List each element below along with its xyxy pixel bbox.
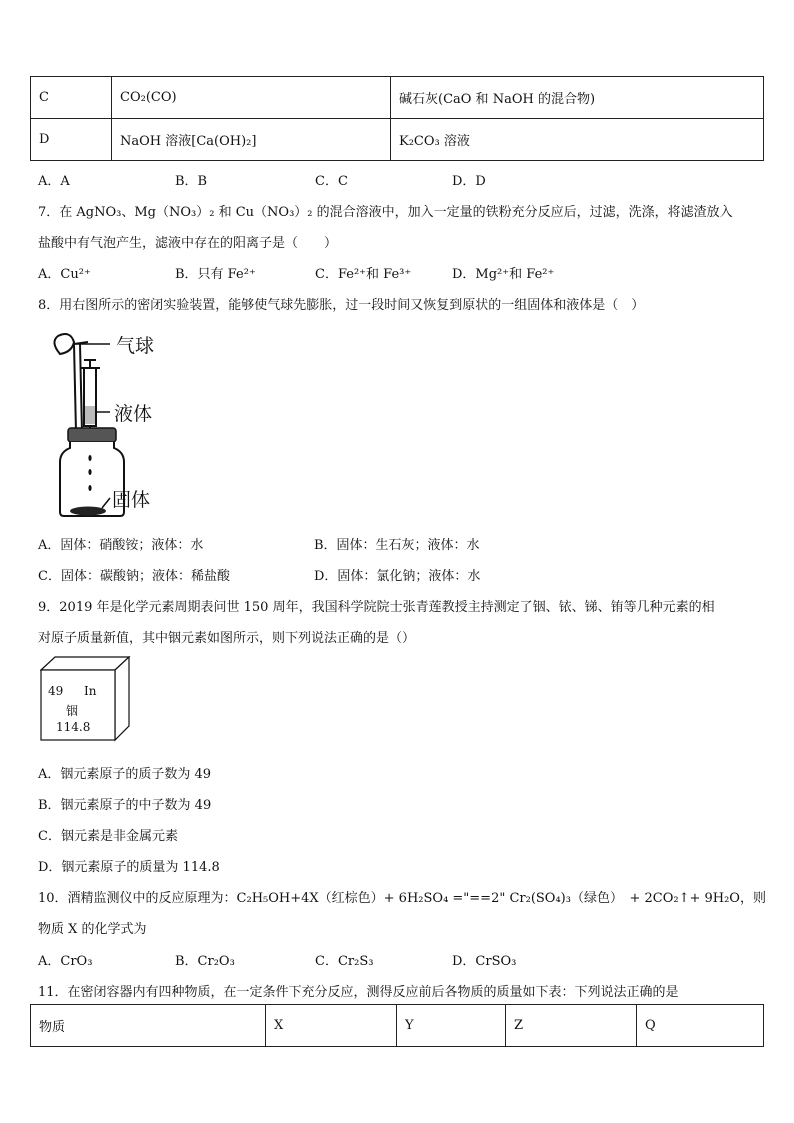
solid-label: 固体 xyxy=(112,489,151,511)
q6-option-d: D．D xyxy=(452,174,486,189)
q9-option-c: C．铟元素是非金属元素 xyxy=(38,829,178,844)
q8-option-d: D．固体：氯化钠；液体：水 xyxy=(314,569,481,584)
header-substance: 物质 xyxy=(31,1005,266,1047)
atomic-number: 49 xyxy=(48,684,64,698)
header-z: Z xyxy=(506,1005,637,1047)
q10-option-a: A．CrO₃ xyxy=(38,954,93,969)
table-row xyxy=(31,77,764,119)
q7-stem-line2: 盐酸中有气泡产生，滤液中存在的阳离子是（ ） xyxy=(38,236,338,251)
q7-option-c: C．Fe²⁺和 Fe³⁺ xyxy=(315,267,412,282)
q11-table xyxy=(30,1004,764,1047)
element-tile xyxy=(40,656,132,742)
q10-option-b: B．Cr₂O₃ xyxy=(175,954,235,969)
element-symbol: In xyxy=(84,684,97,698)
row-sample: NaOH 溶液[Ca(OH)₂] xyxy=(112,119,391,161)
q9-option-d: D．铟元素原子的质量为 114.8 xyxy=(38,860,220,875)
q10-stem-line1: 10．酒精监测仪中的反应原理为：C₂H₅OH+4X（红棕色）+ 6H₂SO₄ ="==2" Cr₂(SO₄)₃（绿色） + 2CO₂↑+ 9H₂O，则 xyxy=(38,891,766,906)
q8-option-c: C．固体：碳酸钠；液体：稀盐酸 xyxy=(38,569,230,584)
q6-option-b: B．B xyxy=(175,174,208,189)
q9-option-a: A．铟元素原子的质子数为 49 xyxy=(38,767,212,782)
q8-option-b: B．固体：生石灰；液体：水 xyxy=(314,538,480,553)
row-label: C xyxy=(31,77,112,119)
header-y: Y xyxy=(397,1005,506,1047)
element-name: 铟 xyxy=(66,704,79,718)
apparatus-figure xyxy=(36,330,166,520)
table-header-row xyxy=(31,1005,764,1047)
q11-stem: 11．在密闭容器内有四种物质，在一定条件下充分反应，测得反应前后各物质的质量如下表：下列说法正确的是 xyxy=(38,985,679,1000)
balloon-label: 气球 xyxy=(116,335,155,357)
q7-option-b: B．只有 Fe²⁺ xyxy=(175,267,256,282)
row-sample: CO₂(CO) xyxy=(112,77,391,119)
q8-option-a: A．固体：硝酸铵；液体：水 xyxy=(38,538,204,553)
q7-stem-line1: 7．在 AgNO₃、Mg（NO₃）₂ 和 Cu（NO₃）₂ 的混合溶液中，加入一定量的铁粉充分反应后，过滤，洗涤，将滤渣放入 xyxy=(38,205,733,220)
table-row xyxy=(31,119,764,161)
q10-stem-line2: 物质 X 的化学式为 xyxy=(38,922,147,937)
row-label: D xyxy=(31,119,112,161)
header-x: X xyxy=(266,1005,397,1047)
q9-option-b: B．铟元素原子的中子数为 49 xyxy=(38,798,212,813)
q10-option-c: C．Cr₂S₃ xyxy=(315,954,374,969)
atomic-mass: 114.8 xyxy=(56,720,91,734)
q10-option-d: D．CrSO₃ xyxy=(452,954,517,969)
header-q: Q xyxy=(637,1005,764,1047)
top-table xyxy=(30,76,764,161)
q8-stem: 8．用右图所示的密闭实验装置，能够使气球先膨胀，过一段时间又恢复到原状的一组固体和液体是（ ） xyxy=(38,298,645,313)
q6-option-a: A．A xyxy=(38,174,70,189)
row-reagent: K₂CO₃ 溶液 xyxy=(391,119,764,161)
q6-option-c: C．C xyxy=(315,174,348,189)
q7-option-d: D．Mg²⁺和 Fe²⁺ xyxy=(452,267,555,282)
q7-option-a: A．Cu²⁺ xyxy=(38,267,91,282)
q9-stem-line2: 对原子质量新值，其中铟元素如图所示，则下列说法正确的是（） xyxy=(38,631,416,646)
row-reagent: 碱石灰(CaO 和 NaOH 的混合物) xyxy=(391,77,764,119)
liquid-label: 液体 xyxy=(114,403,153,425)
q9-stem-line1: 9．2019 年是化学元素周期表问世 150 周年，我国科学院院士张青莲教授主持测定了铟、铱、锑、铕等几种元素的相 xyxy=(38,600,715,615)
